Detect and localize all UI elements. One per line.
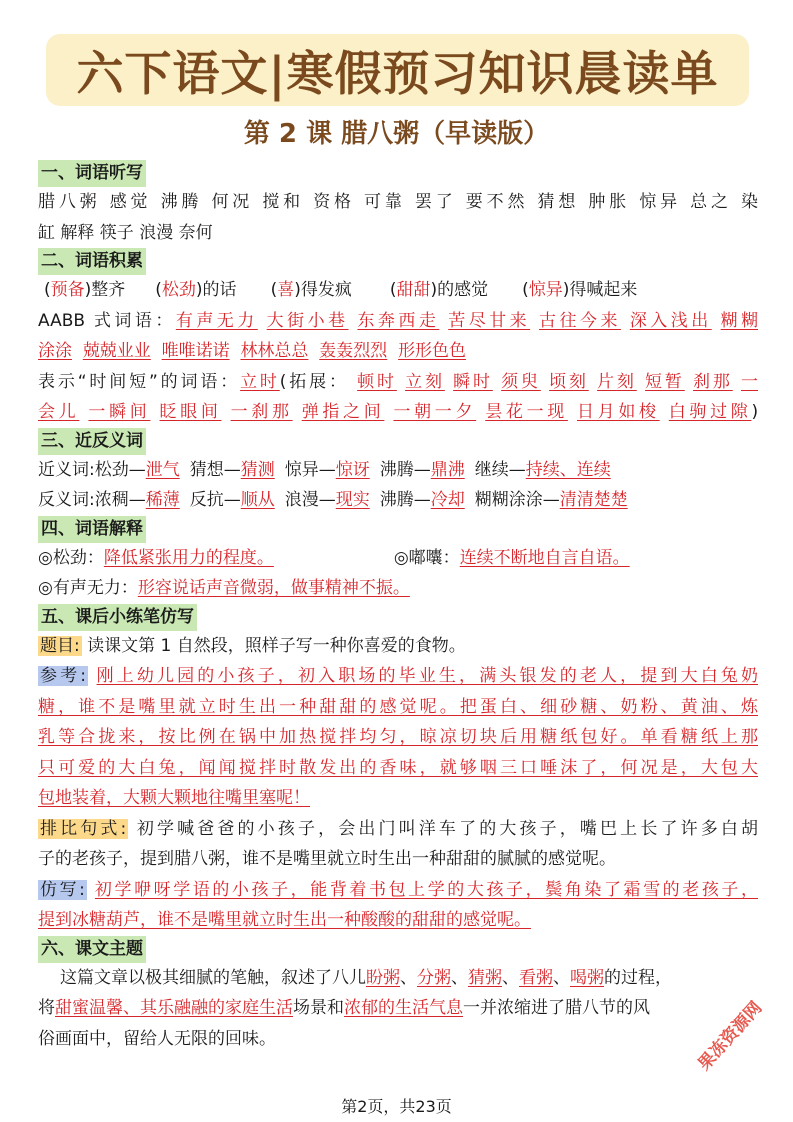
theme-text: 一并浓缩进了腊八节的风 <box>463 998 650 1018</box>
antonym-answer: 清清楚楚 <box>559 490 628 510</box>
aabb-word: 古往今来 <box>539 310 621 331</box>
phrase-text: )的感觉 <box>430 280 489 300</box>
word: 松劲— <box>94 459 146 480</box>
section-heading-accumulation: 二、词语积累 <box>38 248 146 275</box>
time-end-paren: ) <box>751 402 758 422</box>
theme-line: 俗画面中，留给人无限的回味。 <box>38 1028 276 1049</box>
aabb-line <box>38 336 758 367</box>
theme-text: 将 <box>38 998 55 1018</box>
word: 沸腾— <box>379 490 431 510</box>
word: 浪漫— <box>284 490 336 510</box>
time-word: 刹那 <box>693 371 733 392</box>
time-word: 昙花一现 <box>485 402 568 422</box>
time-word: 顿时 <box>357 371 397 392</box>
theme-key: 甜蜜温馨、其乐融融的家庭生活 <box>55 998 293 1018</box>
explanation-line <box>38 543 758 574</box>
time-word: 瞬时 <box>453 371 493 392</box>
phrase-text: )的话 <box>195 280 237 300</box>
time-word: 会儿 <box>38 402 80 422</box>
explanation-term: ◎有声无力： <box>38 578 138 598</box>
dictation-line: 腊八粥 感觉 沸腾 何况 搅和 资格 可靠 罢了 要不然 猜想 肿胀 惊异 总之 染 <box>38 192 758 212</box>
time-word: 弹指之间 <box>301 402 385 422</box>
paren: ( <box>155 280 162 300</box>
synonym-answer: 猜测 <box>240 459 275 480</box>
time-word: 立刻 <box>405 371 445 392</box>
theme-text: 、 <box>400 967 417 988</box>
word: 继续— <box>474 459 526 480</box>
explanation-line <box>38 573 758 604</box>
aabb-word: 形形色色 <box>398 341 467 361</box>
synonym-answer: 惊讶 <box>335 459 370 480</box>
antonym-answer: 现实 <box>335 490 370 510</box>
fill-in-phrases <box>38 275 758 306</box>
imitation-text: 初学咿呀学语的小孩子，能背着书包上学的大孩子，鬓角染了霜雪的老孩子， <box>94 879 758 900</box>
time-word: 一 <box>741 371 758 392</box>
aabb-line <box>38 306 758 337</box>
reference-line: 只可爱的大白兔，闻闻搅拌时散发出的香味，就够咽三口唾沫了，何况是，大包大 <box>38 757 758 778</box>
time-word: 一朝一夕 <box>393 402 477 422</box>
answer-word: 松劲 <box>161 280 196 300</box>
synonym-answer: 泄气 <box>145 459 180 480</box>
synonym-answer: 鼎沸 <box>430 459 465 480</box>
theme-text: 的过程， <box>604 967 672 988</box>
aabb-word: 兢兢业业 <box>82 341 151 361</box>
imitation-line <box>38 875 758 906</box>
question-text: 读课文第 1 自然段，照样子写一种你喜爱的食物。 <box>87 635 466 656</box>
section-heading-dictation: 一、词语听写 <box>38 160 146 187</box>
title-banner <box>46 34 749 106</box>
dictation-line: 缸 解释 筷子 浪漫 奈何 <box>38 222 213 243</box>
answer-word: 甜甜 <box>396 280 431 300</box>
word: 糊糊涂涂— <box>474 490 560 510</box>
aabb-word: 东奔西走 <box>357 310 440 331</box>
theme-key: 分粥 <box>417 967 451 988</box>
question-line <box>38 631 758 662</box>
section-heading-writing: 五、课后小练笔仿写 <box>38 604 197 631</box>
page-number: 第2页，共23页 <box>341 1097 452 1116</box>
theme-key: 浓郁的生活气息 <box>344 998 463 1018</box>
time-word: 日月如梭 <box>577 402 660 422</box>
reference-label: 参考: <box>40 666 87 686</box>
question-label: 题目: <box>40 635 80 656</box>
answer-word: 喜 <box>277 280 295 300</box>
antonym-line <box>38 485 758 516</box>
theme-text: 场景和 <box>293 998 344 1018</box>
word: 反抗— <box>189 490 241 510</box>
antonym-answer: 稀薄 <box>145 490 180 510</box>
time-word: 一瞬间 <box>88 402 151 422</box>
phrase-text: )整齐 <box>84 280 126 300</box>
time-word: 顷刻 <box>549 371 589 392</box>
theme-key: 猜粥 <box>468 967 502 988</box>
antonym-answer: 顺从 <box>240 490 275 510</box>
theme-key: 看粥 <box>519 967 553 988</box>
synonym-label: 近义词: <box>38 459 95 480</box>
explanation-definition: 形容说话声音微弱，做事精神不振。 <box>137 578 410 598</box>
imitation-text: 提到冰糖葫芦，谁不是嘴里就立时生出一种酸酸的甜甜的感觉呢。 <box>38 910 531 930</box>
answer-word: 预备 <box>50 280 85 300</box>
antonym-label: 反义词: <box>38 490 95 510</box>
page-title: 六下语文|寒假预习知识晨读单 <box>76 46 719 102</box>
reference-line <box>38 783 758 814</box>
paren: ( <box>270 280 278 300</box>
parallel-line <box>38 814 758 845</box>
time-word: 须臾 <box>501 371 541 392</box>
paren: ( <box>522 280 529 300</box>
section-heading-synonyms: 三、近反义词 <box>38 428 146 455</box>
imitation-line <box>38 905 758 936</box>
aabb-word: 深入浅出 <box>629 310 712 331</box>
paren: ( <box>44 280 51 300</box>
aabb-word: 大街小巷 <box>266 310 349 331</box>
time-word: 片刻 <box>597 371 637 392</box>
time-word: 白驹过隙 <box>668 402 752 422</box>
theme-text: 这篇文章以极其细腻的笔触，叙述了八儿 <box>60 967 366 988</box>
time-word: 立时 <box>240 371 280 392</box>
explanation-term: ◎松劲： <box>38 547 104 568</box>
aabb-word: 唯唯诺诺 <box>161 341 230 361</box>
theme-text: 、 <box>553 967 570 988</box>
reference-text: 包地装着，大颗大颗地往嘴里塞呢！ <box>38 788 310 808</box>
synonym-answer: 持续、连续 <box>525 459 611 480</box>
theme-line <box>38 993 758 1024</box>
paren: ( <box>389 280 397 300</box>
word: 惊异— <box>284 459 336 480</box>
synonym-line <box>38 455 758 486</box>
word: 浓稠— <box>94 490 146 510</box>
worksheet-body <box>38 158 758 1054</box>
theme-key: 盼粥 <box>366 967 400 988</box>
time-word: 短暂 <box>645 371 685 392</box>
parallel-text: 初学喊爸爸的小孩子，会出门叫洋车了的大孩子，嘴巴上长了许多白胡 <box>136 818 758 839</box>
section-heading-theme: 六、课文主题 <box>38 936 146 963</box>
explanation-definition: 连续不断地自言自语。 <box>459 547 630 568</box>
time-ext-label: (拓展： <box>279 371 349 392</box>
time-label: 表示“时间短”的词语： <box>38 371 241 392</box>
time-word: 眨眼间 <box>159 402 222 422</box>
reference-text: 刚上幼儿园的小孩子，初入职场的毕业生，满头银发的老人，提到大白兔奶 <box>96 666 758 686</box>
reference-line <box>38 661 758 692</box>
time-words-line <box>38 367 758 398</box>
reference-line: 糖，谁不是嘴里就立时生出一种甜甜的感觉呢。把蛋白、细砂糖、奶粉、黄油、炼 <box>38 696 758 717</box>
lesson-title: 第 2 课 腊八粥（早读版） <box>243 119 550 149</box>
time-words-line <box>38 397 758 428</box>
aabb-word: 轰轰烈烈 <box>319 341 388 361</box>
explanation-definition: 降低紧张用力的程度。 <box>103 547 274 568</box>
watermark: 果冻资源网 <box>694 997 767 1075</box>
section-heading-explanation: 四、词语解释 <box>38 516 146 543</box>
word: 猜想— <box>189 459 241 480</box>
imitation-label: 仿写: <box>40 879 85 900</box>
theme-line <box>38 963 758 994</box>
theme-text: 、 <box>451 967 468 988</box>
antonym-answer: 冷却 <box>430 490 465 510</box>
aabb-word: 糊糊 <box>720 310 758 331</box>
answer-word: 惊异 <box>528 280 563 300</box>
parallel-label: 排比句式: <box>40 818 127 839</box>
parallel-line: 子的老孩子，提到腊八粥，谁不是嘴里就立时生出一种甜甜的腻腻的感觉呢。 <box>38 849 616 869</box>
theme-key: 喝粥 <box>570 967 604 988</box>
theme-text: 、 <box>502 967 519 988</box>
aabb-word: 苦尽甘来 <box>448 310 531 331</box>
reference-line: 乳等合拢来，按比例在锅中加热搅拌均匀，晾凉切块后用糖纸包好。单看糖纸上那 <box>38 727 758 747</box>
word: 沸腾— <box>379 459 431 480</box>
aabb-word: 涂涂 <box>38 341 72 361</box>
time-word: 一刹那 <box>230 402 293 422</box>
explanation-term: ◎嘟囔： <box>393 547 460 568</box>
phrase-text: )得发疯 <box>294 280 352 300</box>
aabb-word: 有声无力 <box>175 310 258 331</box>
aabb-word: 林林总总 <box>240 341 309 361</box>
aabb-label: AABB 式词语： <box>38 310 176 331</box>
phrase-text: )得喊起来 <box>562 280 638 300</box>
